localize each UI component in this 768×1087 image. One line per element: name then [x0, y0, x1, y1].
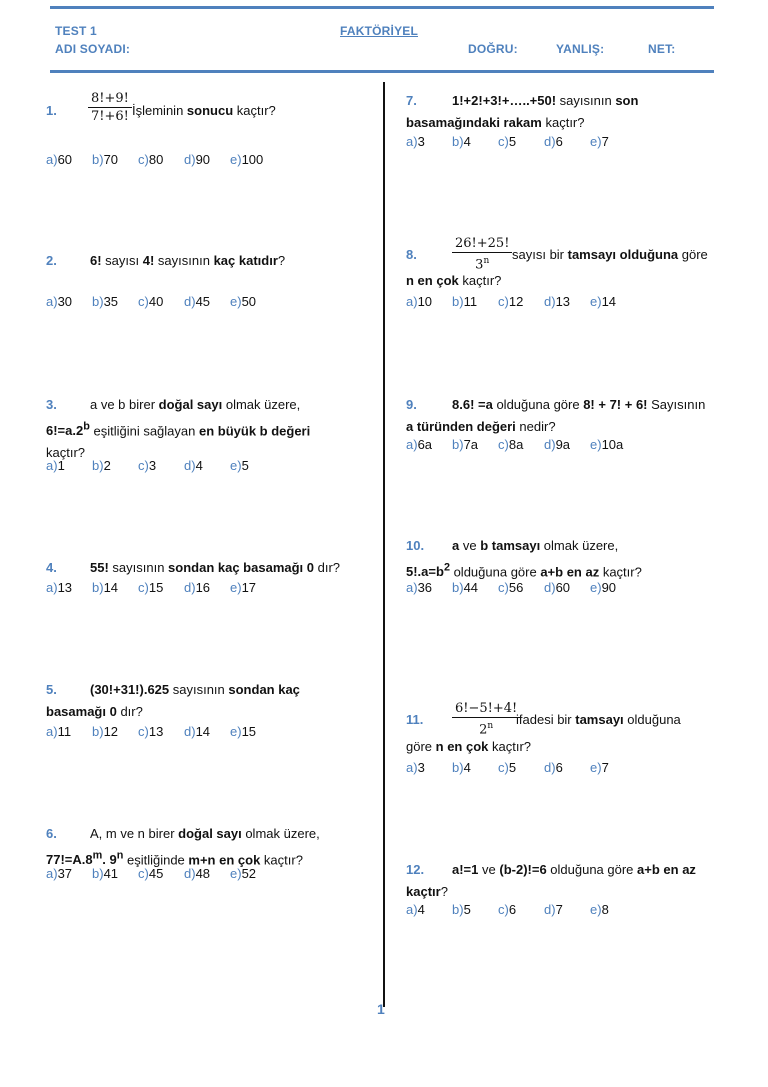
q2-option-b[interactable]: b)35 [92, 294, 119, 309]
q7-option-c[interactable]: c)5 [498, 134, 517, 149]
q11-options [406, 758, 636, 778]
header-top-rule [50, 6, 714, 9]
q7-option-e[interactable]: e)7 [590, 134, 609, 149]
q4-option-c[interactable]: c)15 [138, 580, 164, 595]
q11-number: 11. [406, 712, 424, 727]
q8-number: 8. [406, 247, 417, 262]
q6-text: 6. A, m ve n birer doğal sayı olmak üzere, $77!=A.8^m$. 9$^n$ eşitliğinde m+n en çok kaçtır? [46, 826, 320, 868]
q3-option-c[interactable]: c)3 [138, 458, 157, 473]
q8-options [406, 292, 636, 312]
q11-option-e[interactable]: e)7 [590, 760, 609, 775]
test-label: TEST 1 [55, 24, 97, 38]
q11-denominator: 2$^n$ [479, 721, 494, 738]
q2-option-c[interactable]: c)40 [138, 294, 164, 309]
q3-options [46, 456, 276, 476]
q8-option-a[interactable]: a)10 [406, 294, 433, 309]
page-number: 1 [377, 1001, 385, 1017]
q7-option-b[interactable]: b)4 [452, 134, 471, 149]
q5-option-c[interactable]: c)13 [138, 724, 164, 739]
q10-options [406, 578, 636, 598]
q9-option-b[interactable]: b)7a [452, 437, 479, 452]
q7-option-d[interactable]: d)6 [544, 134, 563, 149]
q3-option-e[interactable]: e)5 [230, 458, 249, 473]
q6-option-a[interactable]: a)37 [46, 866, 73, 881]
q8-option-b[interactable]: b)11 [452, 294, 478, 309]
page-title: FAKTÖRİYEL [340, 24, 419, 38]
q7-options [406, 132, 636, 152]
q7-text: 7. 1!+2!+3!+…..+50! sayısının son basamağındaki rakam kaçtır? [406, 93, 639, 130]
q9-option-d[interactable]: d)9a [544, 437, 571, 452]
q3-option-d[interactable]: d)4 [184, 458, 203, 473]
q1-number: 1. [46, 103, 57, 118]
q8-fraction [452, 235, 512, 273]
q8-line2: n en çok kaçtır? [406, 273, 502, 288]
q9-options [406, 435, 636, 455]
q4-text: 4. 55! sayısının sondan kaç basamağı 0 dır? [46, 560, 341, 575]
q2-text: 2. 6! sayısı 4! sayısının kaç katıdır? [46, 253, 286, 268]
correct-label: DOĞRU: [468, 42, 518, 56]
q1-numerator: 8!+9! [88, 90, 132, 108]
q6-option-c[interactable]: c)45 [138, 866, 164, 881]
q1-option-c[interactable]: c)80 [138, 152, 164, 167]
q6-option-e[interactable]: e)52 [230, 866, 257, 881]
q4-option-b[interactable]: b)14 [92, 580, 119, 595]
q12-options [406, 900, 636, 920]
q10-text: 10. a ve b tamsayı olmak üzere, $5!.a=b^2$ olduğuna göre a+b en az kaçtır? [406, 538, 642, 580]
q11-option-b[interactable]: b)4 [452, 760, 471, 775]
q1-option-a[interactable]: a)60 [46, 152, 73, 167]
q2-option-d[interactable]: d)45 [184, 294, 211, 309]
q5-options [46, 722, 276, 742]
net-label: NET: [648, 42, 676, 56]
q11-fraction [452, 700, 520, 738]
q8-option-d[interactable]: d)13 [544, 294, 571, 309]
q9-option-e[interactable]: e)10a [590, 437, 624, 452]
q12-option-b[interactable]: b)5 [452, 902, 471, 917]
q10-option-d[interactable]: d)60 [544, 580, 571, 595]
q4-option-a[interactable]: a)13 [46, 580, 73, 595]
q6-option-b[interactable]: b)41 [92, 866, 119, 881]
q10-option-a[interactable]: a)36 [406, 580, 433, 595]
q3-option-a[interactable]: a)1 [46, 458, 65, 473]
q1-option-e[interactable]: e)100 [230, 152, 264, 167]
q1-options [46, 150, 276, 170]
q8-numerator: 26!+25! [452, 235, 512, 253]
q3-text: 3. a ve b birer doğal sayı olmak üzere, 6!=a.2$^b$ eşitliğini sağlayan en büyük b değeri kaçtır? [46, 397, 311, 461]
q9-option-c[interactable]: c)8a [498, 437, 524, 452]
q5-option-d[interactable]: d)14 [184, 724, 211, 739]
q5-text: 5. (30!+31!).625 sayısının sondan kaç basamağı 0 dır? [46, 682, 300, 719]
q5-option-a[interactable]: a)11 [46, 724, 72, 739]
q12-option-c[interactable]: c)6 [498, 902, 517, 917]
q11-line1: ifadesi bir tamsayı olduğuna [516, 712, 681, 727]
q1-denominator: 7!+6! [91, 109, 129, 124]
q7-option-a[interactable]: a)3 [406, 134, 425, 149]
q11-option-c[interactable]: c)5 [498, 760, 517, 775]
wrong-label: YANLIŞ: [556, 42, 605, 56]
q4-option-d[interactable]: d)16 [184, 580, 211, 595]
q2-options [46, 292, 276, 312]
q1-option-b[interactable]: b)70 [92, 152, 119, 167]
q1-fraction [88, 90, 132, 125]
q4-option-e[interactable]: e)17 [230, 580, 257, 595]
q1-text: İşleminin sonucu kaçtır? [132, 103, 276, 118]
q5-option-e[interactable]: e)15 [230, 724, 257, 739]
q12-text: 12. a!=1 ve (b-2)!=6 olduğuna göre a+b en az kaçtır? [406, 862, 696, 899]
q10-option-e[interactable]: e)90 [590, 580, 617, 595]
q11-numerator: 6!−5!+4! [452, 700, 520, 718]
q11-option-d[interactable]: d)6 [544, 760, 563, 775]
q8-option-c[interactable]: c)12 [498, 294, 524, 309]
q12-option-a[interactable]: a)4 [406, 902, 425, 917]
q8-denominator: 3$^n$ [475, 256, 490, 273]
q9-option-a[interactable]: a)6a [406, 437, 433, 452]
q9-text: 9. 8.6! =a olduğuna göre 8! + 7! + 6! Sayısının a türünden değeri nedir? [406, 397, 706, 434]
q12-option-d[interactable]: d)7 [544, 902, 563, 917]
q10-option-b[interactable]: b)44 [452, 580, 479, 595]
q6-option-d[interactable]: d)48 [184, 866, 211, 881]
q2-option-e[interactable]: e)50 [230, 294, 257, 309]
column-divider [383, 82, 385, 1007]
q10-option-c[interactable]: c)56 [498, 580, 524, 595]
q2-option-a[interactable]: a)30 [46, 294, 73, 309]
q12-option-e[interactable]: e)8 [590, 902, 609, 917]
q4-options [46, 578, 276, 598]
q11-option-a[interactable]: a)3 [406, 760, 425, 775]
q6-options [46, 864, 276, 884]
name-label: ADI SOYADI: [55, 42, 131, 56]
q11-line2: göre n en çok kaçtır? [406, 739, 532, 754]
q5-option-b[interactable]: b)12 [92, 724, 119, 739]
q1-option-d[interactable]: d)90 [184, 152, 211, 167]
header-bottom-rule [50, 70, 714, 73]
q8-option-e[interactable]: e)14 [590, 294, 617, 309]
q8-line1: sayısı bir tamsayı olduğuna göre [512, 247, 708, 262]
q3-option-b[interactable]: b)2 [92, 458, 111, 473]
